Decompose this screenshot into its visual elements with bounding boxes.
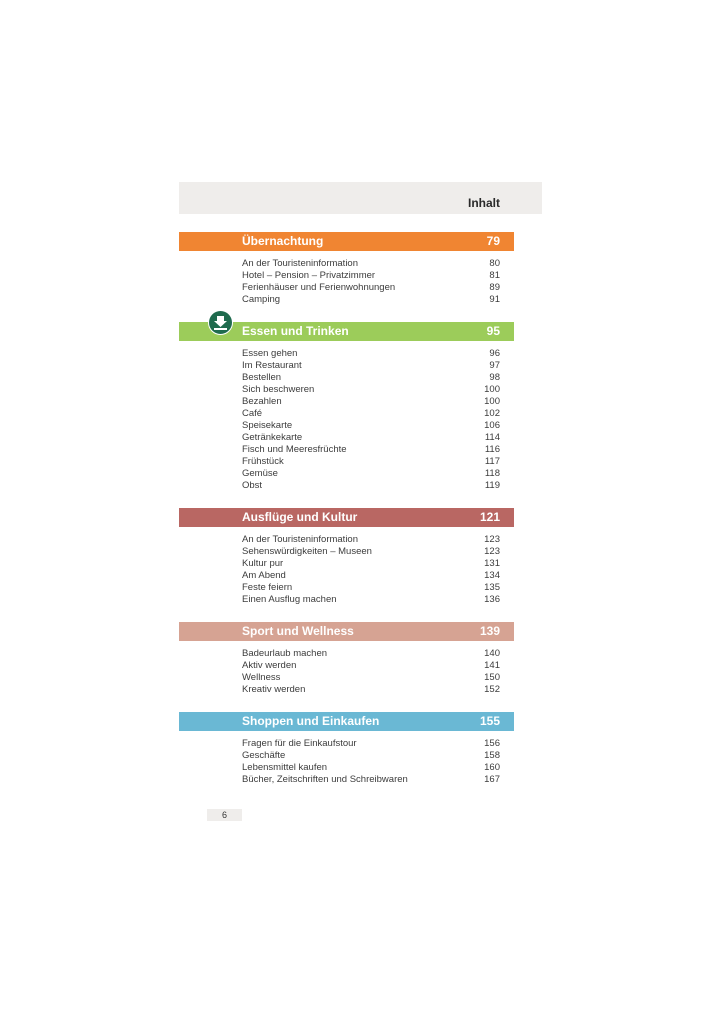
entry-page: 140 (484, 648, 500, 659)
entry-label: Im Restaurant (242, 360, 302, 371)
entry-page: 134 (484, 570, 500, 581)
toc-entry[interactable] (242, 282, 500, 294)
section-page: 95 (486, 324, 500, 338)
entry-label: Einen Ausflug machen (242, 594, 337, 605)
page-title: Inhalt (468, 196, 500, 210)
toc-entry[interactable] (242, 582, 500, 594)
toc-section (179, 622, 514, 696)
page-number: 6 (207, 809, 242, 821)
download-icon[interactable] (208, 310, 233, 335)
header-band (179, 182, 542, 214)
entry-label: Getränkekarte (242, 432, 303, 443)
section-header[interactable] (179, 508, 514, 527)
entry-page: 100 (484, 396, 500, 407)
entry-label: Aktiv werden (242, 660, 297, 671)
entry-page: 131 (484, 558, 500, 569)
entry-label: Sehenswürdigkeiten – Museen (242, 546, 372, 557)
entry-list (179, 258, 514, 306)
section-title: Übernachtung (242, 234, 324, 248)
entry-page: 123 (484, 546, 500, 557)
section-page: 155 (479, 714, 500, 728)
entry-label: Lebensmittel kaufen (242, 762, 328, 773)
entry-label: Camping (242, 294, 281, 305)
toc-entry[interactable] (242, 762, 500, 774)
entry-label: Hotel – Pension – Privatzimmer (242, 270, 376, 281)
entry-list (179, 348, 514, 492)
section-header[interactable] (179, 232, 514, 251)
entry-page: 167 (484, 774, 500, 785)
section-title: Sport und Wellness (242, 624, 354, 638)
toc-entry[interactable] (242, 294, 500, 306)
entry-page: 97 (489, 360, 500, 371)
section-title: Essen und Trinken (242, 324, 349, 338)
entry-page: 152 (484, 684, 500, 695)
toc-entry[interactable] (242, 468, 500, 480)
toc-entry[interactable] (242, 480, 500, 492)
toc-section (179, 232, 514, 306)
entry-label: Kreativ werden (242, 684, 306, 695)
section-header[interactable] (179, 622, 514, 641)
entry-label: Café (242, 408, 263, 419)
entry-page: 100 (484, 384, 500, 395)
toc-entry[interactable] (242, 258, 500, 270)
entry-page: 114 (484, 432, 500, 443)
entry-label: Bücher, Zeitschriften und Schreibwaren (242, 774, 408, 785)
toc-entry[interactable] (242, 672, 500, 684)
toc-entry[interactable] (242, 558, 500, 570)
entry-page: 141 (484, 660, 500, 671)
section-page: 139 (479, 624, 500, 638)
download-icon-glyph (209, 311, 232, 334)
entry-label: Kultur pur (242, 558, 284, 569)
toc-entry[interactable] (242, 360, 500, 372)
section-page: 79 (486, 234, 500, 248)
entry-page: 106 (484, 420, 500, 431)
toc-entry[interactable] (242, 750, 500, 762)
entry-label: An der Touristeninformation (242, 534, 358, 545)
toc-entry[interactable] (242, 774, 500, 786)
entry-label: Fisch und Meeresfrüchte (242, 444, 347, 455)
toc-entry[interactable] (242, 432, 500, 444)
entry-label: Sich beschweren (242, 384, 315, 395)
toc-entry[interactable] (242, 408, 500, 420)
toc-entry[interactable] (242, 648, 500, 660)
toc-entry[interactable] (242, 420, 500, 432)
toc-entry[interactable] (242, 456, 500, 468)
entry-page: 158 (484, 750, 500, 761)
entry-page: 118 (484, 468, 500, 479)
entry-list (179, 738, 514, 786)
entry-label: Am Abend (242, 570, 286, 581)
entry-page: 123 (484, 534, 500, 545)
entry-label: Fragen für die Einkaufstour (242, 738, 357, 749)
entry-label: Gemüse (242, 468, 278, 479)
section-header[interactable] (179, 712, 514, 731)
entry-list (179, 534, 514, 606)
toc-section (179, 508, 514, 606)
entry-label: Wellness (242, 672, 281, 683)
entry-page: 119 (484, 480, 500, 491)
toc-entry[interactable] (242, 546, 500, 558)
entry-page: 117 (484, 456, 500, 467)
section-page: 121 (479, 510, 500, 524)
entry-page: 150 (484, 672, 500, 683)
entry-page: 160 (484, 762, 500, 773)
entry-label: Speisekarte (242, 420, 293, 431)
entry-label: Bezahlen (242, 396, 282, 407)
toc-entry[interactable] (242, 396, 500, 408)
section-title: Ausflüge und Kultur (242, 510, 358, 524)
entry-label: Obst (242, 480, 263, 491)
toc-entry[interactable] (242, 444, 500, 456)
toc-entry[interactable] (242, 660, 500, 672)
entry-page: 96 (489, 348, 500, 359)
toc-entry[interactable] (242, 738, 500, 750)
entry-label: Badeurlaub machen (242, 648, 328, 659)
entry-page: 156 (484, 738, 500, 749)
toc-entry[interactable] (242, 534, 500, 546)
toc-section (179, 322, 514, 492)
entry-page: 136 (484, 594, 500, 605)
entry-page: 91 (489, 294, 500, 305)
toc-entry[interactable] (242, 384, 500, 396)
toc-entry[interactable] (242, 570, 500, 582)
toc-entry[interactable] (242, 594, 500, 606)
toc-entry[interactable] (242, 270, 500, 282)
entry-page: 135 (484, 582, 500, 593)
entry-page: 102 (484, 408, 500, 419)
toc-section (179, 712, 514, 786)
toc-entry[interactable] (242, 684, 500, 696)
entry-page: 80 (489, 258, 500, 269)
entry-label: An der Touristeninformation (242, 258, 358, 269)
entry-page: 89 (489, 282, 500, 293)
section-title: Shoppen und Einkaufen (242, 714, 380, 728)
entry-label: Geschäfte (242, 750, 286, 761)
entry-label: Essen gehen (242, 348, 298, 359)
entry-label: Bestellen (242, 372, 282, 383)
entry-label: Frühstück (242, 456, 284, 467)
entry-label: Feste feiern (242, 582, 293, 593)
entry-page: 81 (489, 270, 500, 281)
entry-page: 98 (489, 372, 500, 383)
toc-entry[interactable] (242, 348, 500, 360)
entry-label: Ferienhäuser und Ferienwohnungen (242, 282, 396, 293)
entry-page: 116 (484, 444, 500, 455)
entry-list (179, 648, 514, 696)
toc-entry[interactable] (242, 372, 500, 384)
